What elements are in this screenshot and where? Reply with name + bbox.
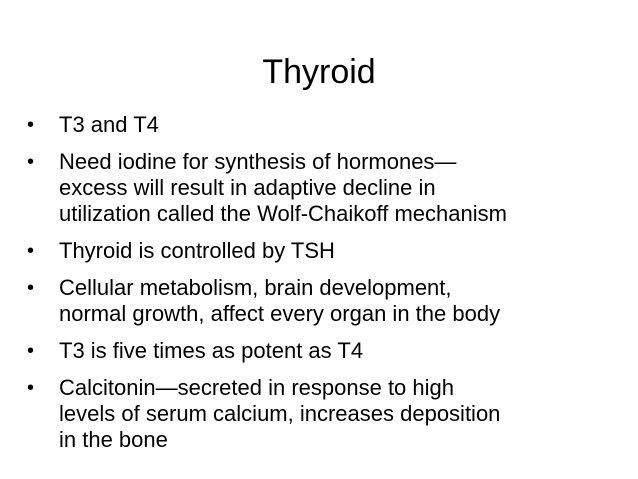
bullet-text: levels of serum calcium, increases deposition: [59, 401, 501, 426]
bullet-text: Thyroid is controlled by TSH: [59, 238, 335, 263]
bullet-text: normal growth, affect every organ in the body: [59, 301, 501, 326]
bullet-marker: •: [27, 340, 35, 362]
bullet-item: [27, 375, 627, 453]
bullet-text: T3 and T4: [59, 112, 159, 137]
slide-title: Thyroid: [262, 53, 376, 91]
bullet-item: [27, 238, 627, 264]
bullet-text: excess will result in adaptive decline in: [59, 175, 436, 200]
bullet-item: [27, 275, 627, 327]
bullet-text: Cellular metabolism, brain development,: [59, 275, 452, 300]
bullet-text: Need iodine for synthesis of hormones—: [59, 149, 457, 174]
bullet-marker: •: [27, 277, 35, 299]
bullet-marker: •: [27, 240, 35, 262]
bullet-list: [27, 112, 627, 464]
bullet-item: [27, 338, 627, 364]
bullet-text: in the bone: [59, 427, 168, 452]
bullet-item: [27, 149, 627, 227]
bullet-text: utilization called the Wolf-Chaikoff mechanism: [59, 201, 507, 226]
bullet-marker: •: [27, 377, 35, 399]
bullet-text: Calcitonin—secreted in response to high: [59, 375, 455, 400]
bullet-marker: •: [27, 151, 35, 173]
bullet-marker: •: [27, 114, 35, 136]
bullet-item: [27, 112, 627, 138]
bullet-text: T3 is five times as potent as T4: [59, 338, 364, 363]
